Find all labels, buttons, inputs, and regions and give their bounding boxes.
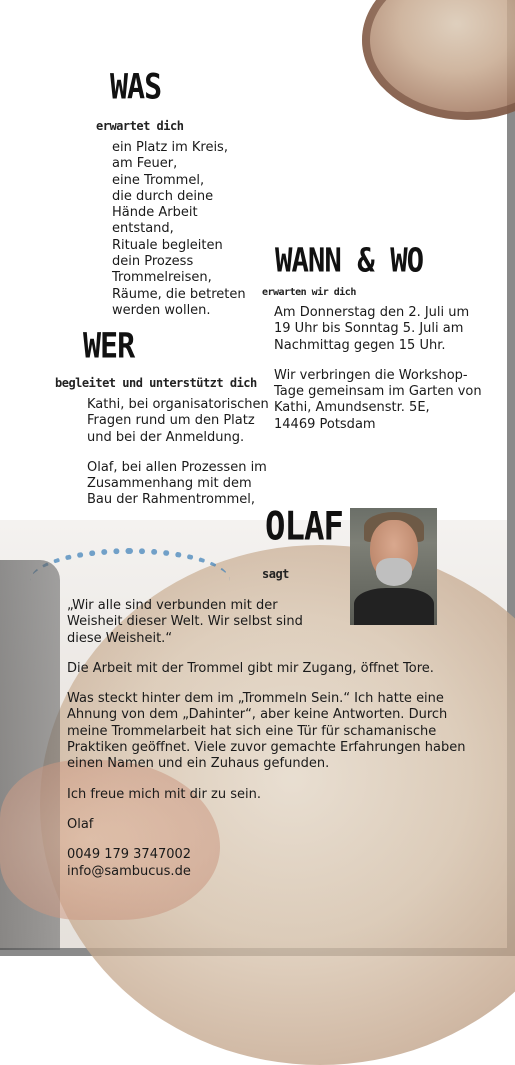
olaf-line: Praktiken geöffnet. Viele zuvor gemachte Erfahrungen haben [67, 740, 466, 756]
olaf-text [67, 598, 465, 894]
was-line: werden wollen. [112, 302, 211, 318]
olaf-sign: Olaf [67, 816, 94, 832]
olaf-line: Die Arbeit mit der Trommel gibt mir Zugang, öffnet Tore. [67, 660, 434, 676]
wer-line: Kathi, bei organisatorischen [87, 397, 269, 412]
portrait-beard [376, 558, 412, 586]
olaf-paragraph [67, 661, 465, 677]
wann-line: Tage gemeinsam im Garten von [274, 384, 482, 400]
contact-phone[interactable]: 0049 179 3747002 [67, 847, 192, 863]
was-line: ein Platz im Kreis, [112, 140, 228, 155]
olaf-heading: OLAF [265, 504, 343, 550]
olaf-line: Was steckt hinter dem im „Trommeln Sein.“ Ich hatte eine [67, 691, 444, 707]
wer-paragraph [87, 397, 269, 446]
wann-line: Wir verbringen die Workshop- [274, 367, 468, 383]
was-line: eine Trommel, [112, 172, 205, 188]
olaf-paragraph [67, 787, 465, 803]
wer-subheading: begleitet und unterstützt dich [55, 376, 257, 390]
olaf-paragraph [67, 691, 465, 772]
wann-line: Kathi, Amundsenstr. 5E, [274, 400, 430, 416]
wann-text [274, 305, 482, 447]
olaf-line: diese Weisheit.“ [67, 630, 173, 646]
contact-block [67, 847, 465, 880]
was-subheading: erwartet dich [96, 119, 184, 133]
wann-subheading: erwarten wir dich [262, 287, 356, 298]
wann-paragraph [274, 305, 482, 354]
wer-text [87, 397, 269, 523]
was-heading: WAS [110, 67, 162, 108]
wann-paragraph [274, 368, 482, 433]
olaf-line: Ich freue mich mit dir zu sein. [67, 786, 261, 802]
was-line: dein Prozess [112, 254, 194, 270]
was-line: entstand, [112, 221, 174, 237]
was-line: Räume, die betreten [112, 286, 246, 302]
olaf-line: einen Namen und ein Zuhaus gefunden. [67, 756, 330, 772]
wer-paragraph [87, 460, 269, 509]
wann-line: Nachmittag gegen 15 Uhr. [274, 337, 446, 353]
olaf-signature [67, 817, 465, 833]
wer-line: Fragen rund um den Platz [87, 413, 255, 429]
wer-heading: WER [83, 326, 135, 367]
olaf-line: Ahnung von dem „Dahinter“, aber keine Antworten. Durch [67, 707, 448, 723]
olaf-quote [67, 598, 465, 647]
wer-line: und bei der Anmeldung. [87, 429, 245, 445]
contact-email[interactable]: info@sambucus.de [67, 863, 191, 879]
olaf-line: meine Trommelarbeit hat sich eine Tür für schamanische [67, 723, 437, 739]
wer-line: Zusammenhang mit dem [87, 476, 252, 492]
wann-line: 19 Uhr bis Sonntag 5. Juli am [274, 321, 464, 337]
was-line: Trommelreisen, [112, 270, 212, 286]
olaf-subheading: sagt [262, 567, 289, 581]
wer-line: Olaf, bei allen Prozessen im [87, 459, 267, 475]
wann-heading: WANN & WO [275, 240, 424, 280]
was-line: Hände Arbeit [112, 205, 198, 221]
was-line: am Feuer, [112, 156, 178, 172]
wann-line: Am Donnerstag den 2. Juli um [274, 305, 470, 320]
olaf-line: Weisheit dieser Welt. Wir selbst sind [67, 614, 303, 630]
wer-line: Bau der Rahmentrommel, [87, 492, 256, 508]
was-text [112, 140, 246, 319]
was-line: die durch deine [112, 188, 214, 204]
olaf-line: „Wir alle sind verbunden mit der [67, 598, 278, 613]
wann-line: 14469 Potsdam [274, 416, 376, 432]
was-line: Rituale begleiten [112, 237, 223, 253]
